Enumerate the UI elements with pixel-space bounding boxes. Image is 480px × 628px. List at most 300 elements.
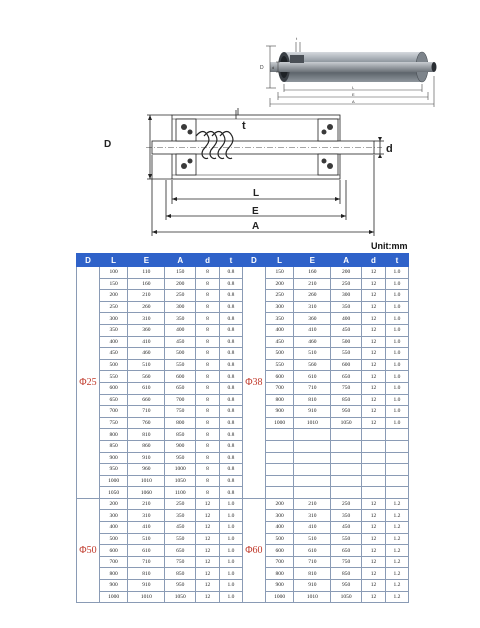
table-cell: 800 — [265, 568, 293, 580]
table-cell: 200 — [331, 267, 362, 279]
table-cell: 8 — [196, 382, 220, 394]
table-cell: 1060 — [128, 487, 165, 499]
table-cell: 350 — [99, 324, 127, 336]
table-cell: 450 — [331, 522, 362, 534]
table-cell: 410 — [128, 522, 165, 534]
table-cell: 1.0 — [385, 267, 408, 279]
table-cell: 350 — [331, 510, 362, 522]
table-cell: 8 — [196, 429, 220, 441]
table-cell: 250 — [165, 290, 196, 302]
table-cell: 1010 — [294, 417, 331, 429]
table-cell: 1.2 — [385, 556, 408, 568]
table-cell: 850 — [165, 429, 196, 441]
table-cell: 200 — [165, 278, 196, 290]
table-cell: 400 — [331, 313, 362, 325]
table-cell: 1.2 — [385, 510, 408, 522]
table-cell: 1000 — [265, 591, 293, 603]
table-cell: 1050 — [331, 417, 362, 429]
table-cell: 0.8 — [220, 301, 243, 313]
table-cell — [265, 475, 293, 487]
table-cell: 1.0 — [385, 394, 408, 406]
table-cell: 12 — [361, 406, 385, 418]
table-cell: 610 — [294, 371, 331, 383]
table-cell: 960 — [128, 464, 165, 476]
table-cell: 400 — [99, 522, 127, 534]
header-cell: E — [294, 254, 331, 267]
table-cell: 710 — [294, 556, 331, 568]
table-cell: 100 — [99, 267, 127, 279]
table-cell: 850 — [331, 394, 362, 406]
table-cell: 410 — [294, 522, 331, 534]
table-cell — [385, 429, 408, 441]
table-cell: 700 — [99, 556, 127, 568]
table-cell: 500 — [331, 336, 362, 348]
spec-table — [76, 253, 409, 603]
table-cell: 8 — [196, 417, 220, 429]
table-cell: 800 — [165, 417, 196, 429]
table-cell: 950 — [165, 580, 196, 592]
group-label-left: Φ50 — [77, 498, 100, 602]
table-cell: 1.0 — [220, 580, 243, 592]
table-cell: 910 — [294, 406, 331, 418]
table-cell: 1.0 — [220, 510, 243, 522]
table-cell: 12 — [196, 591, 220, 603]
table-cell: 0.8 — [220, 371, 243, 383]
table-cell: 1.0 — [385, 324, 408, 336]
table-cell: 1000 — [265, 417, 293, 429]
table-cell — [331, 475, 362, 487]
table-cell: 1.2 — [385, 568, 408, 580]
header-cell: D — [77, 254, 100, 267]
table-cell: 1.0 — [385, 313, 408, 325]
table-cell: 1.2 — [385, 498, 408, 510]
table-cell — [385, 464, 408, 476]
table-cell: 710 — [128, 556, 165, 568]
table-cell: 0.8 — [220, 406, 243, 418]
table-cell: 850 — [165, 568, 196, 580]
table-cell: 750 — [331, 556, 362, 568]
table-cell: 950 — [331, 406, 362, 418]
table-cell: 12 — [361, 510, 385, 522]
label-E: E — [252, 206, 259, 217]
table-cell: 0.8 — [220, 336, 243, 348]
table-cell: 250 — [165, 498, 196, 510]
table-cell: 1.2 — [385, 533, 408, 545]
table-cell: 250 — [331, 498, 362, 510]
table-cell: 8 — [196, 324, 220, 336]
table-cell: 8 — [196, 394, 220, 406]
table-cell — [385, 487, 408, 499]
small-label-E: E — [352, 92, 355, 97]
header-cell: t — [220, 254, 243, 267]
table-cell: 510 — [128, 359, 165, 371]
table-cell: 810 — [294, 394, 331, 406]
table-cell: 1.0 — [220, 522, 243, 534]
header-row — [77, 254, 409, 267]
table-cell: 450 — [265, 336, 293, 348]
unit-label: Unit:mm — [371, 241, 408, 251]
table-cell: 12 — [361, 290, 385, 302]
table-cell: 800 — [99, 568, 127, 580]
table-cell: 0.8 — [220, 487, 243, 499]
table-cell: 1.0 — [220, 533, 243, 545]
table-cell: 750 — [165, 406, 196, 418]
table-cell: 1.0 — [385, 417, 408, 429]
table-cell: 400 — [265, 522, 293, 534]
table-cell — [294, 440, 331, 452]
table-cell: 8 — [196, 348, 220, 360]
table-cell: 900 — [99, 452, 127, 464]
table-cell: 450 — [165, 336, 196, 348]
table-cell: 1010 — [128, 475, 165, 487]
table-cell: 550 — [331, 533, 362, 545]
table-cell: 500 — [165, 348, 196, 360]
table-cell: 910 — [294, 580, 331, 592]
header-cell: A — [165, 254, 196, 267]
table-cell: 310 — [294, 301, 331, 313]
table-cell: 700 — [265, 382, 293, 394]
table-cell: 1.0 — [385, 290, 408, 302]
table-cell: 12 — [196, 568, 220, 580]
table-cell: 0.8 — [220, 290, 243, 302]
table-cell: 600 — [99, 382, 127, 394]
table-cell: 710 — [128, 406, 165, 418]
table-cell: 1.0 — [385, 301, 408, 313]
header-cell: D — [242, 254, 265, 267]
table-cell — [265, 440, 293, 452]
table-cell: 300 — [165, 301, 196, 313]
table-cell: 850 — [331, 568, 362, 580]
table-cell: 910 — [128, 580, 165, 592]
table-cell: 8 — [196, 475, 220, 487]
small-label-L: L — [352, 85, 355, 90]
table-cell: 0.8 — [220, 429, 243, 441]
header-cell: L — [265, 254, 293, 267]
table-cell: 1050 — [165, 591, 196, 603]
table-cell: 0.8 — [220, 382, 243, 394]
table-cell: 0.8 — [220, 278, 243, 290]
table-cell: 600 — [165, 371, 196, 383]
table-cell: 810 — [128, 568, 165, 580]
table-cell: 550 — [165, 533, 196, 545]
table-cell: 12 — [361, 591, 385, 603]
table-cell: 800 — [99, 429, 127, 441]
table-cell: 360 — [294, 313, 331, 325]
table-cell: 1.0 — [220, 591, 243, 603]
table-cell: 450 — [99, 348, 127, 360]
table-cell: 810 — [294, 568, 331, 580]
label-d: d — [386, 143, 393, 155]
table-cell — [361, 487, 385, 499]
table-cell: 650 — [99, 394, 127, 406]
table-cell: 1.2 — [385, 591, 408, 603]
table-cell: 8 — [196, 267, 220, 279]
table-cell — [265, 464, 293, 476]
table-cell: 500 — [265, 348, 293, 360]
table-cell: 950 — [99, 464, 127, 476]
table-cell: 1010 — [294, 591, 331, 603]
header-cell: L — [99, 254, 127, 267]
table-cell — [331, 464, 362, 476]
table-cell: 260 — [294, 290, 331, 302]
table-cell: 1000 — [99, 475, 127, 487]
table-cell — [265, 487, 293, 499]
table-cell: 310 — [128, 313, 165, 325]
table-cell — [294, 487, 331, 499]
table-cell: 0.8 — [220, 440, 243, 452]
table-cell: 12 — [361, 522, 385, 534]
table-cell: 200 — [265, 498, 293, 510]
table-cell: 260 — [128, 301, 165, 313]
table-cell: 550 — [265, 359, 293, 371]
table-cell: 1050 — [99, 487, 127, 499]
table-cell: 12 — [196, 510, 220, 522]
table-cell: 950 — [165, 452, 196, 464]
table-cell: 810 — [128, 429, 165, 441]
table-cell: 1.0 — [220, 545, 243, 557]
table-cell — [331, 440, 362, 452]
header-cell: t — [385, 254, 408, 267]
table-cell: 210 — [294, 278, 331, 290]
table-cell: 12 — [196, 545, 220, 557]
table-cell: 500 — [99, 359, 127, 371]
table-cell: 310 — [294, 510, 331, 522]
table-cell: 650 — [165, 382, 196, 394]
table-cell: 12 — [361, 313, 385, 325]
table-cell: 150 — [165, 267, 196, 279]
table-cell — [361, 475, 385, 487]
table-cell: 550 — [99, 371, 127, 383]
table-cell: 300 — [331, 290, 362, 302]
table-cell: 12 — [196, 522, 220, 534]
table-cell: 1.0 — [385, 371, 408, 383]
table-cell: 700 — [165, 394, 196, 406]
table-cell: 900 — [265, 406, 293, 418]
table-cell: 900 — [165, 440, 196, 452]
table-row — [77, 267, 409, 279]
table-cell: 8 — [196, 278, 220, 290]
table-cell: 510 — [294, 533, 331, 545]
table-cell: 150 — [99, 278, 127, 290]
table-cell: 560 — [128, 371, 165, 383]
table-cell: 950 — [331, 580, 362, 592]
table-cell: 850 — [99, 440, 127, 452]
table-cell: 560 — [294, 359, 331, 371]
small-label-t: t — [296, 36, 298, 41]
table-cell: 12 — [361, 371, 385, 383]
table-cell: 12 — [361, 382, 385, 394]
table-cell: 1100 — [165, 487, 196, 499]
table-cell: 1.0 — [220, 568, 243, 580]
table-cell: 650 — [165, 545, 196, 557]
table-cell: 860 — [128, 440, 165, 452]
table-cell: 12 — [361, 359, 385, 371]
table-cell: 1.0 — [385, 348, 408, 360]
table-cell: 1050 — [331, 591, 362, 603]
table-cell: 12 — [361, 417, 385, 429]
table-cell: 1000 — [99, 591, 127, 603]
table-cell: 450 — [331, 324, 362, 336]
table-cell: 300 — [265, 510, 293, 522]
table-cell: 0.8 — [220, 475, 243, 487]
table-cell: 600 — [265, 371, 293, 383]
table-cell: 600 — [265, 545, 293, 557]
table-cell: 12 — [196, 556, 220, 568]
table-cell: 0.8 — [220, 417, 243, 429]
table-cell: 550 — [165, 359, 196, 371]
table-cell: 610 — [128, 545, 165, 557]
table-cell: 500 — [99, 533, 127, 545]
table-cell: 12 — [361, 498, 385, 510]
table-cell: 8 — [196, 336, 220, 348]
small-label-d: d — [272, 65, 275, 70]
table-cell: 600 — [99, 545, 127, 557]
table-cell — [294, 464, 331, 476]
label-A: A — [252, 221, 260, 232]
table-cell: 8 — [196, 464, 220, 476]
table-cell — [294, 452, 331, 464]
table-cell: 600 — [331, 359, 362, 371]
table-cell: 460 — [128, 348, 165, 360]
table-cell: 550 — [331, 348, 362, 360]
table-cell: 1000 — [165, 464, 196, 476]
table-cell — [331, 429, 362, 441]
table-cell: 12 — [361, 267, 385, 279]
table-cell: 12 — [361, 545, 385, 557]
table-cell: 160 — [294, 267, 331, 279]
table-cell: 650 — [331, 371, 362, 383]
table-cell: 12 — [196, 580, 220, 592]
table-cell: 310 — [128, 510, 165, 522]
table-cell: 12 — [361, 533, 385, 545]
table-cell: 8 — [196, 487, 220, 499]
table-cell: 12 — [196, 533, 220, 545]
table-cell: 1.0 — [385, 336, 408, 348]
table-cell: 8 — [196, 359, 220, 371]
table-cell: 210 — [128, 290, 165, 302]
table-cell: 1.0 — [385, 382, 408, 394]
table-cell: 110 — [128, 267, 165, 279]
table-cell: 750 — [331, 382, 362, 394]
table-cell: 0.8 — [220, 267, 243, 279]
table-cell: 300 — [99, 313, 127, 325]
header-cell: d — [196, 254, 220, 267]
table-cell: 1.0 — [385, 359, 408, 371]
table-cell: 460 — [294, 336, 331, 348]
table-cell: 610 — [128, 382, 165, 394]
table-cell: 250 — [331, 278, 362, 290]
table-cell: 12 — [361, 301, 385, 313]
roller-section-drawing — [0, 0, 480, 240]
table-cell: 650 — [331, 545, 362, 557]
table-cell: 0.8 — [220, 452, 243, 464]
table-cell: 660 — [128, 394, 165, 406]
header-cell: d — [361, 254, 385, 267]
table-cell: 1.2 — [385, 545, 408, 557]
table-cell — [294, 429, 331, 441]
table-cell: 12 — [361, 324, 385, 336]
table-cell: 900 — [265, 580, 293, 592]
group-label-right: Φ60 — [242, 498, 265, 602]
table-cell: 8 — [196, 290, 220, 302]
small-label-D: D — [260, 65, 264, 71]
table-cell: 8 — [196, 313, 220, 325]
group-label-left: Φ25 — [77, 267, 100, 499]
table-cell: 12 — [361, 580, 385, 592]
table-cell: 1.0 — [385, 406, 408, 418]
table-cell: 210 — [128, 498, 165, 510]
table-cell: 12 — [361, 556, 385, 568]
table-cell: 900 — [99, 580, 127, 592]
table-cell — [331, 452, 362, 464]
table-cell: 510 — [294, 348, 331, 360]
table-cell — [294, 475, 331, 487]
table-cell: 760 — [128, 417, 165, 429]
label-L: L — [253, 188, 260, 199]
table-cell: 710 — [294, 382, 331, 394]
table-body — [77, 267, 409, 603]
table-cell: 200 — [265, 278, 293, 290]
table-cell: 450 — [165, 522, 196, 534]
table-cell — [331, 487, 362, 499]
table-cell: 0.8 — [220, 359, 243, 371]
table-cell: 910 — [128, 452, 165, 464]
table-cell: 800 — [265, 394, 293, 406]
table-cell: 8 — [196, 371, 220, 383]
table-cell: 250 — [265, 290, 293, 302]
table-cell: 12 — [361, 348, 385, 360]
table-cell: 0.8 — [220, 394, 243, 406]
table-cell: 1.2 — [385, 580, 408, 592]
table-cell: 8 — [196, 406, 220, 418]
table-cell: 8 — [196, 301, 220, 313]
table-cell: 1.0 — [385, 278, 408, 290]
table-cell: 1.0 — [220, 498, 243, 510]
table-cell — [361, 452, 385, 464]
table-cell: 1010 — [128, 591, 165, 603]
table-cell: 12 — [361, 394, 385, 406]
table-cell: 700 — [99, 406, 127, 418]
table-cell: 250 — [99, 301, 127, 313]
header-cell: E — [128, 254, 165, 267]
table-cell — [361, 429, 385, 441]
table-cell: 8 — [196, 452, 220, 464]
table-cell: 8 — [196, 440, 220, 452]
table-cell — [265, 429, 293, 441]
table-cell: 300 — [265, 301, 293, 313]
table-cell: 200 — [99, 498, 127, 510]
table-cell: 750 — [165, 556, 196, 568]
table-cell: 610 — [294, 545, 331, 557]
table-cell — [361, 464, 385, 476]
table-cell: 12 — [361, 336, 385, 348]
table-cell: 360 — [128, 324, 165, 336]
table-cell — [385, 475, 408, 487]
table-cell: 12 — [196, 498, 220, 510]
table-cell: 350 — [165, 510, 196, 522]
table-cell: 400 — [165, 324, 196, 336]
table-cell — [361, 440, 385, 452]
table-cell — [385, 440, 408, 452]
table-cell: 0.8 — [220, 348, 243, 360]
table-cell: 160 — [128, 278, 165, 290]
table-cell — [265, 452, 293, 464]
table-cell: 350 — [165, 313, 196, 325]
table-cell: 210 — [294, 498, 331, 510]
header-cell: A — [331, 254, 362, 267]
table-cell: 350 — [265, 313, 293, 325]
label-D: D — [104, 139, 112, 150]
